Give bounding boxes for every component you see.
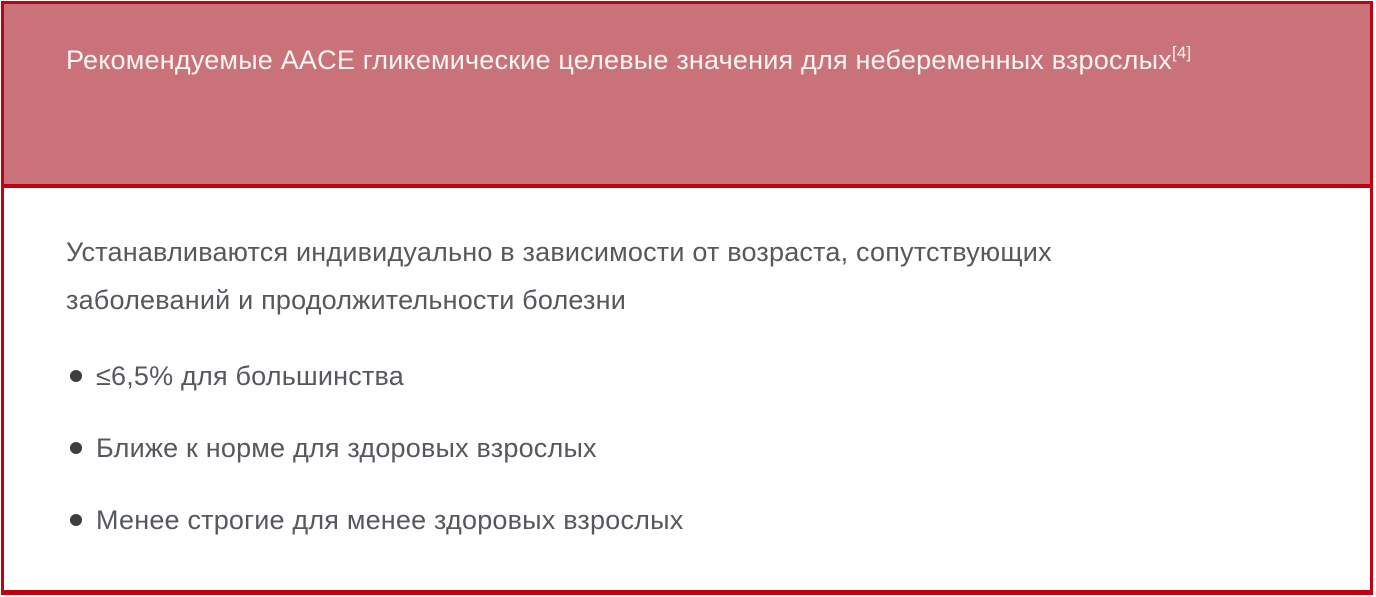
card-body [4,188,1370,544]
intro-paragraph: Устанавливаются индивидуально в зависимости от возраста, сопутствующих заболеваний и продолжительности болезни [66,237,1052,315]
bullet-icon [70,514,82,526]
list-item-text: Менее строгие для менее здоровых взрослых [96,505,684,535]
bullet-icon [70,442,82,454]
list-item [66,352,1310,400]
bullet-icon [70,370,82,382]
list-item-text: ≤6,5% для большинства [96,361,404,391]
list-item-text: Ближе к норме для здоровых взрослых [96,433,597,463]
card-title-text: Рекомендуемые AACE гликемические целевые значения для небеременных взрослых [66,45,1172,75]
card-header [4,4,1370,188]
list-item [66,424,1310,472]
bullet-list [66,352,1310,544]
info-card [1,1,1373,595]
card-title [66,37,1216,84]
list-item [66,496,1310,544]
reference-superscript: [4] [1171,43,1192,62]
